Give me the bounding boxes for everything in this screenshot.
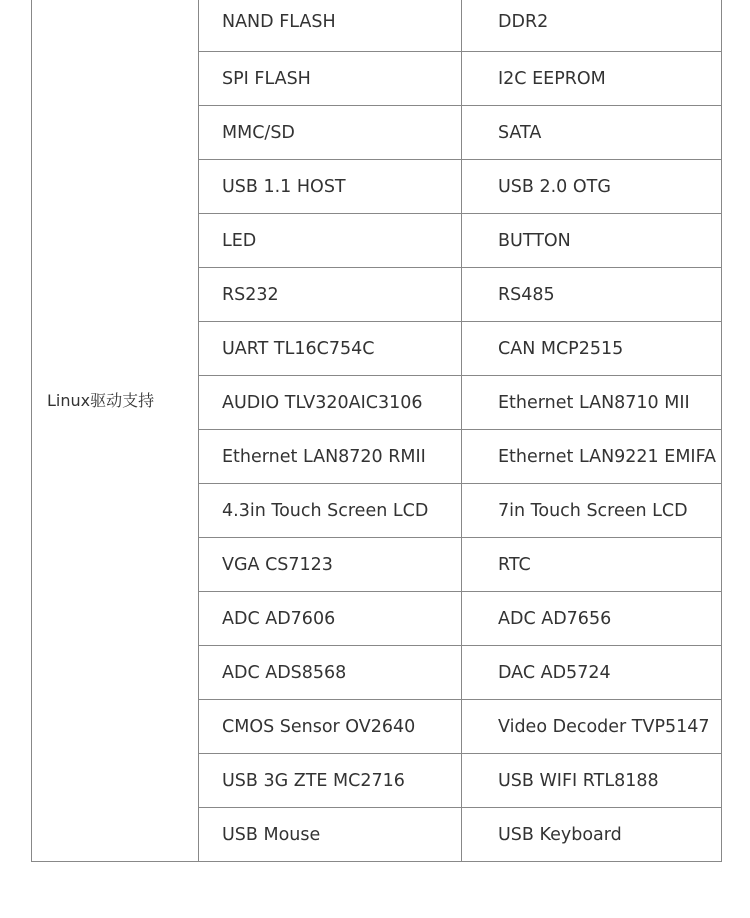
driver-cell-right: CAN MCP2515: [498, 338, 624, 359]
driver-cell-right: 7in Touch Screen LCD: [498, 500, 688, 521]
driver-cell-left: 4.3in Touch Screen LCD: [222, 500, 429, 521]
driver-cell-right: ADC AD7656: [498, 608, 612, 629]
table-row: [199, 808, 721, 862]
driver-cell-left: CMOS Sensor OV2640: [222, 716, 416, 737]
driver-cell-right: Ethernet LAN8710 MII: [498, 392, 690, 413]
driver-cell-left: MMC/SD: [222, 122, 295, 143]
column-divider: [461, 0, 462, 51]
table-row: [199, 538, 721, 592]
category-label: Linux驱动支持: [47, 391, 155, 410]
driver-cell-left: NAND FLASH: [222, 11, 336, 32]
driver-support-table: [31, 0, 722, 862]
table-row: [199, 214, 721, 268]
driver-cell-right: DAC AD5724: [498, 662, 611, 683]
table-row: [199, 268, 721, 322]
column-divider: [461, 808, 462, 862]
driver-cell-right: USB Keyboard: [498, 825, 622, 845]
driver-rows: [199, 0, 721, 862]
table-row: [199, 0, 721, 52]
driver-cell-left: LED: [222, 230, 257, 251]
table-row: [199, 646, 721, 700]
driver-cell-right: SATA: [498, 122, 542, 143]
driver-cell-right: USB WIFI RTL8188: [498, 770, 659, 791]
driver-cell-right: BUTTON: [498, 230, 571, 251]
driver-cell-right: Ethernet LAN9221 EMIFA: [498, 446, 717, 467]
driver-cell-right: Video Decoder TVP5147: [498, 716, 710, 737]
column-divider: [461, 376, 462, 429]
driver-cell-left: Ethernet LAN8720 RMII: [222, 446, 426, 467]
column-divider: [461, 484, 462, 537]
driver-cell-right: DDR2: [498, 11, 549, 32]
column-divider: [461, 268, 462, 321]
column-divider: [461, 538, 462, 591]
column-divider: [461, 754, 462, 807]
column-divider: [461, 322, 462, 375]
category-cell: [32, 0, 199, 861]
driver-cell-left: USB 3G ZTE MC2716: [222, 770, 405, 791]
driver-cell-left: ADC ADS8568: [222, 662, 347, 683]
table-row: [199, 376, 721, 430]
table-row: [199, 592, 721, 646]
table-row: [199, 52, 721, 106]
table-row: [199, 700, 721, 754]
driver-cell-left: AUDIO TLV320AIC3106: [222, 392, 423, 413]
driver-cell-right: RTC: [498, 554, 531, 575]
driver-cell-left: ADC AD7606: [222, 608, 336, 629]
column-divider: [461, 430, 462, 483]
driver-cell-right: I2C EEPROM: [498, 68, 606, 89]
table-row: [199, 430, 721, 484]
driver-cell-left: SPI FLASH: [222, 68, 311, 89]
column-divider: [461, 214, 462, 267]
driver-cell-right: USB 2.0 OTG: [498, 176, 611, 197]
table-row: [199, 322, 721, 376]
table-row: [199, 484, 721, 538]
driver-cell-left: VGA CS7123: [222, 554, 333, 575]
column-divider: [461, 52, 462, 105]
column-divider: [461, 646, 462, 699]
column-divider: [461, 106, 462, 159]
table-row: [199, 754, 721, 808]
column-divider: [461, 160, 462, 213]
table-row: [199, 106, 721, 160]
driver-cell-left: USB 1.1 HOST: [222, 176, 346, 197]
column-divider: [461, 592, 462, 645]
driver-cell-left: UART TL16C754C: [222, 338, 375, 359]
driver-cell-right: RS485: [498, 284, 555, 305]
driver-cell-left: RS232: [222, 284, 279, 305]
driver-cell-left: USB Mouse: [222, 825, 321, 845]
table-row: [199, 160, 721, 214]
column-divider: [461, 700, 462, 753]
